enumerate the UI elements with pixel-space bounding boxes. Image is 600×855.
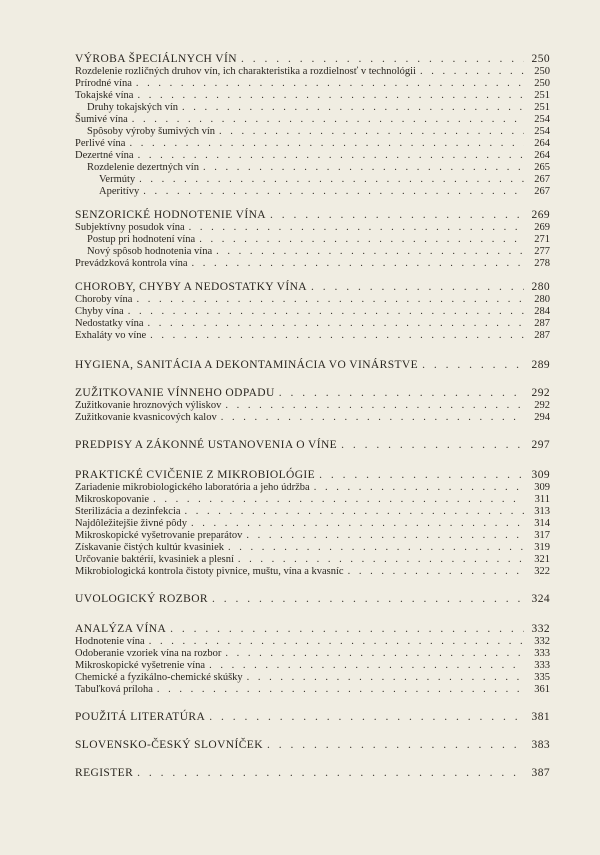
dot-leader	[192, 258, 524, 270]
toc-heading	[75, 622, 550, 636]
toc-heading-label: ANALÝZA VÍNA	[75, 623, 167, 635]
toc-heading	[75, 438, 550, 452]
toc-entry-label: Mikroskopické vyšetrovanie preparátov	[75, 530, 243, 541]
toc-entry	[75, 672, 550, 684]
toc-entry-label: Mikroskopické vyšetrenie vína	[75, 660, 206, 671]
toc-entry	[75, 566, 550, 578]
dot-leader	[185, 506, 524, 518]
toc-entry	[75, 554, 550, 566]
dot-leader	[341, 438, 524, 452]
toc-entry-label: Šumivé vína	[75, 114, 128, 125]
dot-leader	[270, 208, 524, 222]
toc-heading	[75, 766, 550, 780]
toc-heading	[75, 592, 550, 606]
toc-entry	[75, 294, 550, 306]
toc-section	[75, 438, 550, 452]
toc-entry	[75, 246, 550, 258]
page-number: 250	[534, 66, 550, 77]
page-number: 277	[534, 246, 550, 257]
toc-heading	[75, 710, 550, 724]
dot-leader	[422, 358, 524, 372]
toc-entry-label: Rozdelenie rozličných druhov vín, ich charakteristika a rozdielnosť v technológii	[75, 66, 416, 77]
page-number: 314	[534, 518, 550, 529]
page-number: 322	[534, 566, 550, 577]
toc-entry	[75, 234, 550, 246]
dot-leader	[420, 66, 524, 78]
toc-entry	[75, 162, 550, 174]
toc-entry-label: Chemické a fyzikálno-chemické skúšky	[75, 672, 243, 683]
toc-entry-label: Zužitkovanie kvasnicových kalov	[75, 412, 217, 423]
page-number: 284	[534, 306, 550, 317]
toc-heading	[75, 738, 550, 752]
toc-entry-label: Najdôležitejšie živné pôdy	[75, 518, 187, 529]
toc-section	[75, 592, 550, 606]
dot-leader	[219, 126, 524, 138]
toc-entry	[75, 174, 550, 186]
page-number: 254	[534, 126, 550, 137]
toc-entry	[75, 636, 550, 648]
dot-leader	[203, 162, 524, 174]
dot-leader	[225, 400, 524, 412]
toc-section	[75, 468, 550, 578]
page-number: 280	[534, 294, 550, 305]
toc-entry-label: Vermúty	[99, 174, 136, 185]
page-number: 311	[534, 494, 550, 505]
page-number: 319	[534, 542, 550, 553]
page-number: 287	[534, 330, 550, 341]
toc-entry	[75, 330, 550, 342]
toc-heading-label: CHOROBY, CHYBY A NEDOSTATKY VÍNA	[75, 281, 308, 293]
dot-leader	[150, 330, 524, 342]
page-number: 267	[534, 174, 550, 185]
page-number: 294	[534, 412, 550, 423]
page-number: 332	[531, 623, 550, 635]
dot-leader	[139, 174, 524, 186]
toc-entry	[75, 318, 550, 330]
toc-entry-label: Postup pri hodnotení vína	[87, 234, 196, 245]
dot-leader	[247, 672, 524, 684]
dot-leader	[348, 566, 524, 578]
toc-entry-label: Dezertné vína	[75, 150, 134, 161]
toc-entry-label: Mikroskopovanie	[75, 494, 150, 505]
page-number: 271	[534, 234, 550, 245]
page-number: 265	[534, 162, 550, 173]
toc-entry-label: Druhy tokajských vín	[87, 102, 178, 113]
toc-entry-label: Choroby vína	[75, 294, 133, 305]
toc-heading-label: SLOVENSKO-ČESKÝ SLOVNÍČEK	[75, 739, 263, 751]
toc-entry-label: Nový spôsob hodnotenia vína	[87, 246, 213, 257]
dot-leader	[238, 554, 524, 566]
toc-entry-label: Subjektívny posudok vína	[75, 222, 185, 233]
dot-leader	[136, 294, 524, 306]
dot-leader	[221, 412, 524, 424]
toc-section	[75, 710, 550, 724]
page-number: 387	[531, 767, 550, 779]
toc-heading	[75, 468, 550, 482]
dot-leader	[143, 186, 524, 198]
toc-entry-label: Určovanie baktérií, kvasiniek a plesní	[75, 554, 234, 565]
toc-section	[75, 766, 550, 780]
page-number: 280	[531, 281, 550, 293]
toc-entry	[75, 542, 550, 554]
dot-leader	[216, 246, 524, 258]
page-number: 264	[534, 150, 550, 161]
dot-leader	[129, 138, 524, 150]
toc-entry	[75, 114, 550, 126]
toc-section	[75, 358, 550, 372]
toc-entry-label: Získavanie čistých kultúr kvasiniek	[75, 542, 225, 553]
dot-leader	[209, 710, 524, 724]
page-number: 251	[534, 90, 550, 101]
toc-heading-label: SENZORICKÉ HODNOTENIE VÍNA	[75, 209, 266, 221]
page-number: 332	[534, 636, 550, 647]
page-number: 333	[534, 648, 550, 659]
toc-heading	[75, 386, 550, 400]
dot-leader	[279, 386, 524, 400]
page-number: 250	[531, 53, 550, 65]
toc-heading-label: VÝROBA ŠPECIÁLNYCH VÍN	[75, 53, 237, 65]
page-number: 309	[531, 469, 550, 481]
dot-leader	[137, 90, 524, 102]
toc-entry	[75, 258, 550, 270]
toc-heading-label: UVOLOGICKÝ ROZBOR	[75, 593, 208, 605]
toc-entry-label: Sterilizácia a dezinfekcia	[75, 506, 181, 517]
dot-leader	[137, 766, 524, 780]
toc-entry	[75, 494, 550, 506]
toc-heading	[75, 208, 550, 222]
toc-heading	[75, 52, 550, 66]
toc-entry	[75, 518, 550, 530]
page-number: 269	[531, 209, 550, 221]
toc-entry	[75, 400, 550, 412]
toc-entry	[75, 102, 550, 114]
dot-leader	[212, 592, 524, 606]
toc-entry	[75, 78, 550, 90]
toc-entry	[75, 126, 550, 138]
toc-entry	[75, 306, 550, 318]
toc-heading-label: PRAKTICKÉ CVIČENIE Z MIKROBIOLÓGIE	[75, 469, 316, 481]
toc-entry	[75, 222, 550, 234]
toc-entry	[75, 138, 550, 150]
dot-leader	[182, 102, 524, 114]
dot-leader	[136, 78, 524, 90]
table-of-contents	[75, 52, 550, 780]
toc-heading-label: PREDPISY A ZÁKONNÉ USTANOVENIA O VÍNE	[75, 439, 338, 451]
page-number: 333	[534, 660, 550, 671]
toc-section	[75, 280, 550, 342]
page-number: 313	[534, 506, 550, 517]
dot-leader	[170, 622, 524, 636]
page-number: 267	[534, 186, 550, 197]
page-number: 251	[534, 102, 550, 113]
page-number: 292	[534, 400, 550, 411]
toc-entry	[75, 530, 550, 542]
page-number: 278	[534, 258, 550, 269]
toc-entry	[75, 186, 550, 198]
page-number: 324	[531, 593, 550, 605]
toc-heading-label: HYGIENA, SANITÁCIA A DEKONTAMINÁCIA VO VINÁRSTVE	[75, 359, 419, 371]
toc-entry-label: Tabuľková príloha	[75, 684, 153, 695]
toc-section	[75, 52, 550, 198]
page-number: 289	[531, 359, 550, 371]
toc-entry	[75, 66, 550, 78]
dot-leader	[128, 306, 524, 318]
toc-entry	[75, 482, 550, 494]
dot-leader	[314, 482, 524, 494]
dot-leader	[191, 518, 524, 530]
page-number: 361	[534, 684, 550, 695]
toc-entry-label: Odoberanie vzoriek vína na rozbor	[75, 648, 222, 659]
page-number: 321	[534, 554, 550, 565]
toc-entry-label: Zariadenie mikrobiologického laboratória a jeho údržba	[75, 482, 310, 493]
page-number: 335	[534, 672, 550, 683]
toc-entry	[75, 506, 550, 518]
toc-entry-label: Spôsoby výroby šumivých vín	[87, 126, 216, 137]
toc-heading-label: ZUŽITKOVANIE VÍNNEHO ODPADU	[75, 387, 275, 399]
toc-entry	[75, 150, 550, 162]
page-number: 287	[534, 318, 550, 329]
page-number: 292	[531, 387, 550, 399]
dot-leader	[153, 494, 524, 506]
dot-leader	[311, 280, 524, 294]
dot-leader	[267, 738, 524, 752]
toc-entry-label: Tokajské vína	[75, 90, 134, 101]
page-number: 254	[534, 114, 550, 125]
toc-entry-label: Mikrobiologická kontrola čistoty pivnice, muštu, vína a kvasníc	[75, 566, 344, 577]
page-number: 269	[534, 222, 550, 233]
toc-heading	[75, 280, 550, 294]
dot-leader	[132, 114, 524, 126]
toc-section	[75, 208, 550, 270]
dot-leader	[189, 222, 524, 234]
toc-entry-label: Chyby vína	[75, 306, 124, 317]
toc-entry-label: Exhaláty vo víne	[75, 330, 147, 341]
dot-leader	[246, 530, 524, 542]
toc-entry	[75, 660, 550, 672]
dot-leader	[148, 318, 524, 330]
dot-leader	[138, 150, 524, 162]
toc-entry	[75, 90, 550, 102]
toc-entry-label: Rozdelenie dezertných vín	[87, 162, 199, 173]
dot-leader	[149, 636, 524, 648]
page-number: 297	[531, 439, 550, 451]
toc-section	[75, 738, 550, 752]
toc-entry-label: Zužitkovanie hroznových výliskov	[75, 400, 222, 411]
page-number: 381	[531, 711, 550, 723]
toc-entry-label: Prevádzková kontrola vína	[75, 258, 188, 269]
dot-leader	[199, 234, 524, 246]
dot-leader	[228, 542, 524, 554]
dot-leader	[241, 52, 524, 66]
toc-section	[75, 386, 550, 424]
page-number: 264	[534, 138, 550, 149]
toc-entry	[75, 684, 550, 696]
dot-leader	[209, 660, 524, 672]
page-number: 250	[534, 78, 550, 89]
dot-leader	[225, 648, 524, 660]
toc-heading-label: REGISTER	[75, 767, 134, 779]
toc-entry-label: Aperitívy	[99, 186, 140, 197]
toc-entry-label: Hodnotenie vína	[75, 636, 145, 647]
toc-entry	[75, 412, 550, 424]
page-number: 317	[534, 530, 550, 541]
toc-entry-label: Perlivé vína	[75, 138, 126, 149]
page-number: 383	[531, 739, 550, 751]
toc-heading	[75, 358, 550, 372]
dot-leader	[319, 468, 524, 482]
page-number: 309	[534, 482, 550, 493]
toc-heading-label: POUŽITÁ LITERATÚRA	[75, 711, 206, 723]
dot-leader	[157, 684, 524, 696]
toc-entry-label: Nedostatky vína	[75, 318, 144, 329]
toc-section	[75, 622, 550, 696]
toc-entry-label: Prírodné vína	[75, 78, 132, 89]
toc-entry	[75, 648, 550, 660]
